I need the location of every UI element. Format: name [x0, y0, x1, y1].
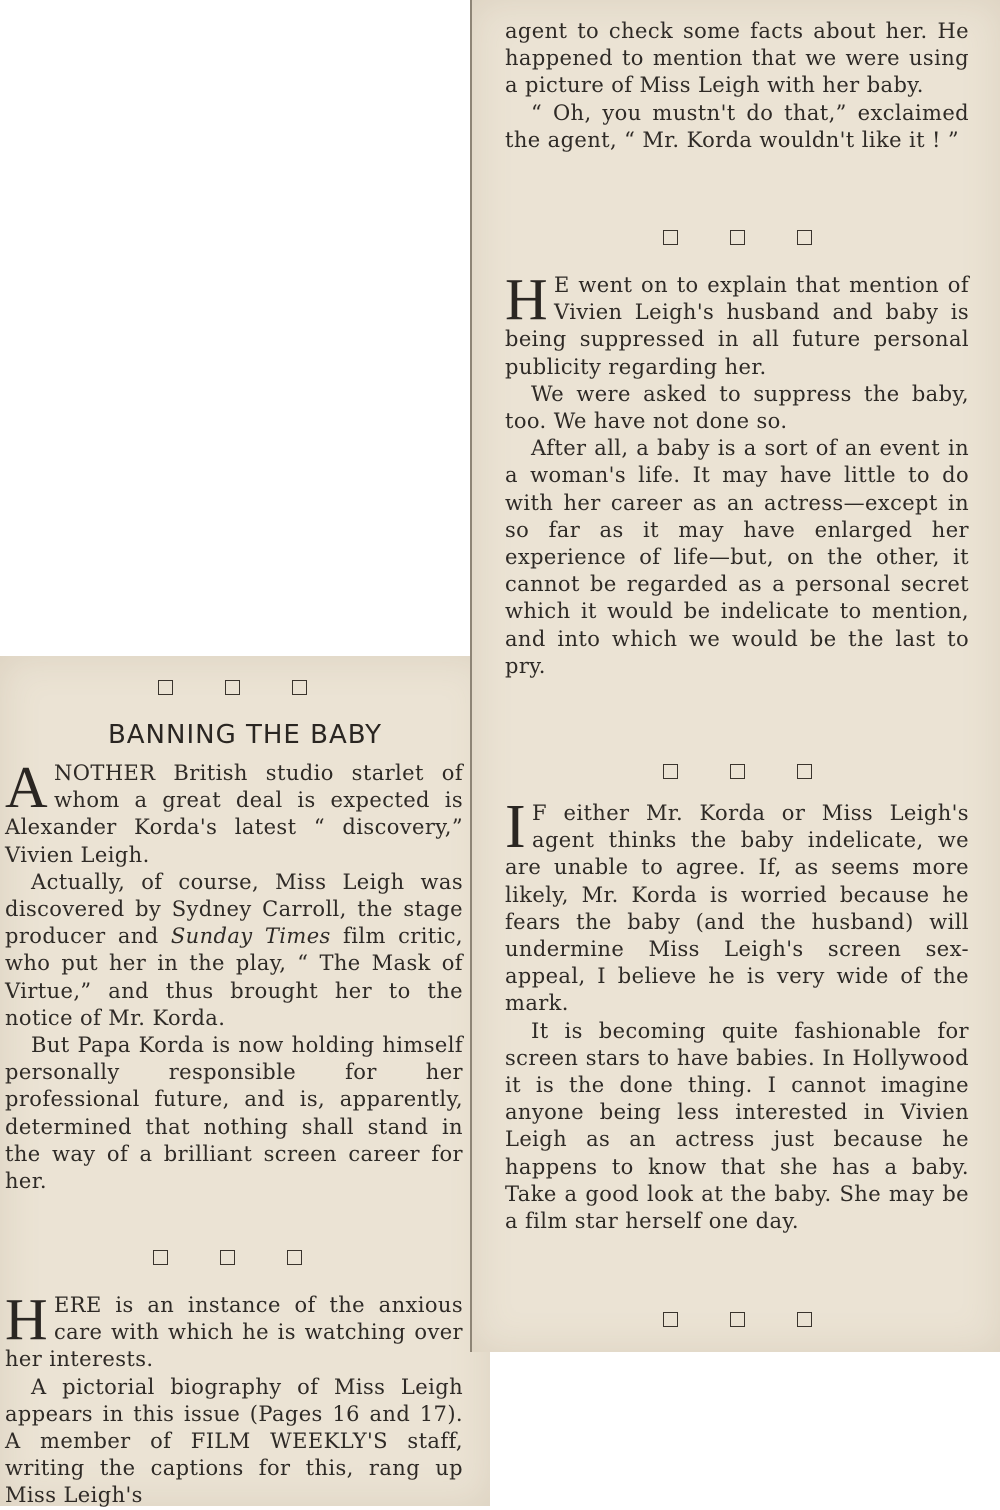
- paragraph-text: “ Oh, you mustn't do that,” exclaimed the agent, “ Mr. Korda wouldn't like it ! ”: [505, 100, 969, 152]
- section-ornament: [0, 1250, 455, 1265]
- ornament-box: [730, 230, 745, 245]
- paragraph: [505, 266, 969, 381]
- ornament-box: [287, 1250, 302, 1265]
- text-block-right-2: [505, 266, 969, 680]
- paragraph-text: agent to check some facts about her. He happened to mention that we were using a picture of Miss Leigh with her baby.: [505, 19, 969, 98]
- paragraph: [5, 1286, 463, 1374]
- paragraph: [505, 1018, 969, 1236]
- paragraph: [5, 1032, 463, 1195]
- section-ornament: [472, 230, 1000, 245]
- paragraph-text: After all, a baby is a sort of an event in a woman's life. It may have little to do with her career as an actress—except in so far as it may have enlarged her experience of life—but, on the other, it cannot be regarded as a personal secret which it would be indelicate to mention, and into which we would be the last to pry.: [505, 436, 969, 678]
- ornament-box: [730, 1312, 745, 1327]
- text-block-left-1: [5, 754, 464, 1195]
- paragraph: [505, 435, 969, 680]
- ornament-box: [292, 680, 307, 695]
- clipping-left: [0, 656, 490, 1506]
- paragraph: [5, 869, 463, 1032]
- section-ornament: [472, 764, 1000, 779]
- ornament-box: [797, 764, 812, 779]
- drop-cap: I: [505, 793, 527, 861]
- ornament-box: [663, 764, 678, 779]
- paragraph-text: film critic, who put her in the play, “ The Mask of Virtue,” and thus brought her to the notice of Mr. Korda.: [5, 924, 464, 1030]
- ornament-box: [220, 1250, 235, 1265]
- ornament-box: [797, 230, 812, 245]
- ornament-box: [158, 680, 173, 695]
- paragraph-text: F either Mr. Korda or Miss Leigh's agent thinks the baby indelicate, we are unable to agree. If, as seems more likely, Mr. Korda is worried because he fears the baby (and the husband) will undermine Miss Leigh's screen sex-appeal, I believe he is very wide of the mark.: [505, 801, 969, 1016]
- ornament-box: [225, 680, 240, 695]
- paragraph-text: NOTHER British studio starlet of whom a great deal is expected is Alexander Korda's latest “ discovery,” Vivien Leigh.: [5, 761, 463, 867]
- text-block-right-3: [505, 793, 969, 1235]
- section-ornament: [472, 1312, 1000, 1327]
- ornament-box: [153, 1250, 168, 1265]
- drop-cap: H: [505, 266, 549, 332]
- ornament-box: [663, 230, 678, 245]
- publication-name: Sunday Times: [170, 924, 331, 949]
- text-block-right-1: [505, 18, 969, 154]
- drop-cap: A: [5, 754, 49, 820]
- text-block-left-2: [5, 1286, 463, 1510]
- paragraph-text: We were asked to suppress the baby, too. We have not done so.: [505, 381, 969, 434]
- paragraph-text: ERE is an instance of the anxious care with which he is watching over her interests.: [5, 1293, 463, 1372]
- ornament-box: [730, 764, 745, 779]
- ornament-box: [663, 1312, 678, 1327]
- paragraph: [505, 100, 969, 154]
- drop-cap: H: [5, 1286, 49, 1352]
- paragraph: [505, 381, 969, 435]
- paragraph: [505, 18, 969, 100]
- paragraph-text: But Papa Korda is now holding himself personally responsible for her professional future, and is, apparently, determined that nothing shall stand in the way of a brilliant screen career for her.: [5, 1033, 463, 1194]
- ornament-box: [797, 1312, 812, 1327]
- paragraph-text: E went on to explain that mention of Vivien Leigh's husband and baby is being suppressed in all future personal publicity regarding her.: [505, 273, 969, 379]
- paragraph-text: Actually, of course, Miss Leigh was discovered by Sydney Carroll, the stage producer and: [5, 869, 463, 949]
- paragraph: [505, 793, 969, 1018]
- paragraph: [5, 1374, 463, 1510]
- clipping-right: [470, 0, 1000, 1352]
- paragraph-text: A pictorial biography of Miss Leigh appears in this issue (Pages 16 and 17). A member of FILM WEEKLY'S staff, writing the captions for this, rang up Miss Leigh's: [5, 1374, 463, 1508]
- paragraph-text: It is becoming quite fashionable for screen stars to have babies. In Hollywood it is the done thing. I cannot imagine anyone being less interested in Vivien Leigh as an actress just because he happens to know that she has a baby. Take a good look at the baby. She may be a film star herself one day.: [505, 1018, 969, 1234]
- paragraph: [5, 754, 463, 869]
- article-heading: BANNING THE BABY: [107, 720, 383, 750]
- section-ornament: [0, 680, 465, 695]
